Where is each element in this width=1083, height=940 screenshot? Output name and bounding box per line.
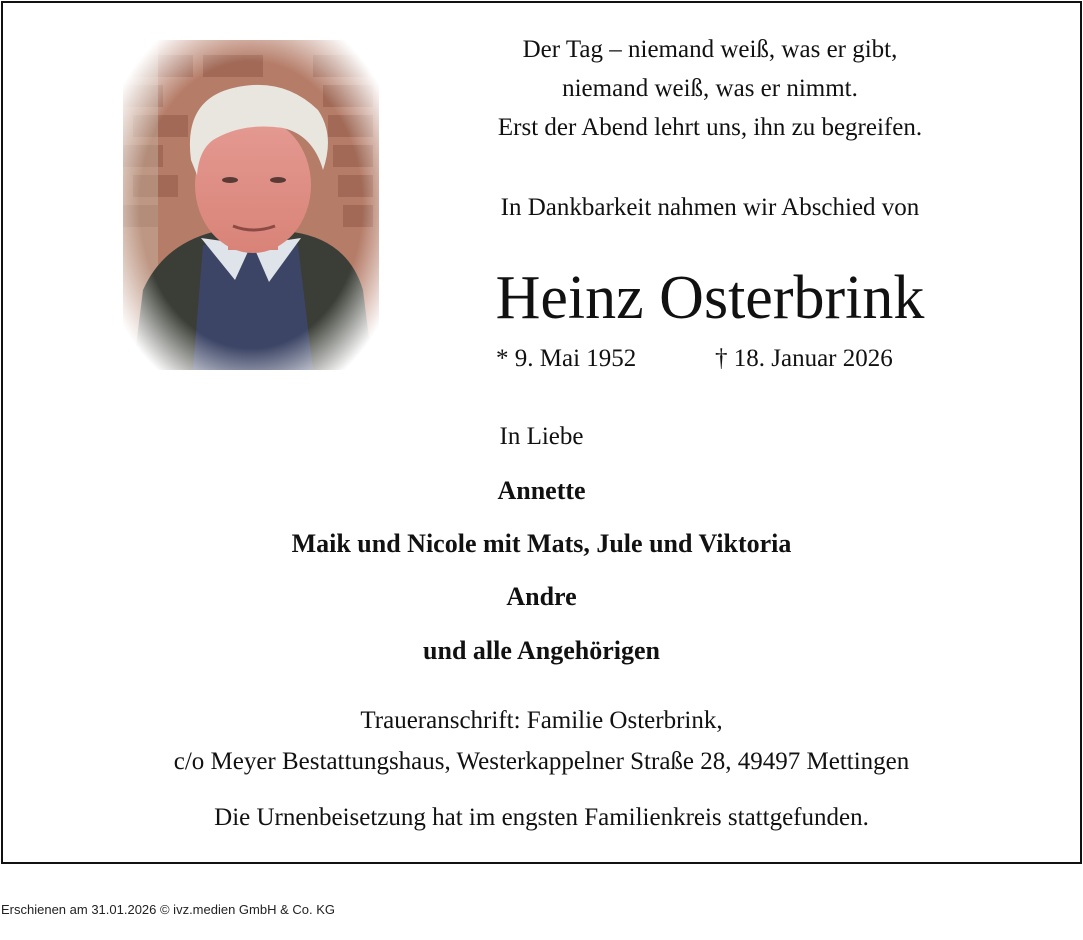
mourner-line: Maik und Nicole mit Mats, Jule und Viktoria bbox=[291, 529, 792, 558]
verse-line: Der Tag – niemand weiß, was er gibt, bbox=[522, 36, 898, 63]
death-date: † 18. Januar 2026 bbox=[715, 345, 893, 372]
birth-date: * 9. Mai 1952 bbox=[496, 345, 637, 372]
mourning-address-line: Traueranschrift: Familie Osterbrink, bbox=[360, 707, 723, 734]
mourner-line: Annette bbox=[497, 476, 586, 505]
burial-note: Die Urnenbeisetzung hat im engsten Familienkreis stattgefunden. bbox=[214, 804, 869, 831]
memorial-verse bbox=[440, 30, 980, 147]
portrait-photo bbox=[123, 40, 379, 370]
mourner-line: Andre bbox=[506, 582, 577, 611]
deceased-name: Heinz Osterbrink bbox=[495, 264, 925, 332]
farewell-intro: In Dankbarkeit nahmen wir Abschied von bbox=[500, 194, 920, 221]
verse-line: niemand weiß, was er nimmt. bbox=[562, 75, 858, 102]
mourner-line: und alle Angehörigen bbox=[423, 636, 660, 665]
mourning-address-line: c/o Meyer Bestattungshaus, Westerkappelner Straße 28, 49497 Mettingen bbox=[173, 748, 910, 775]
publication-footer: Erschienen am 31.01.2026 © ivz.medien GmbH & Co. KG bbox=[1, 902, 336, 917]
verse-line: Erst der Abend lehrt uns, ihn zu begreifen. bbox=[497, 114, 923, 141]
in-love-label: In Liebe bbox=[499, 423, 584, 450]
